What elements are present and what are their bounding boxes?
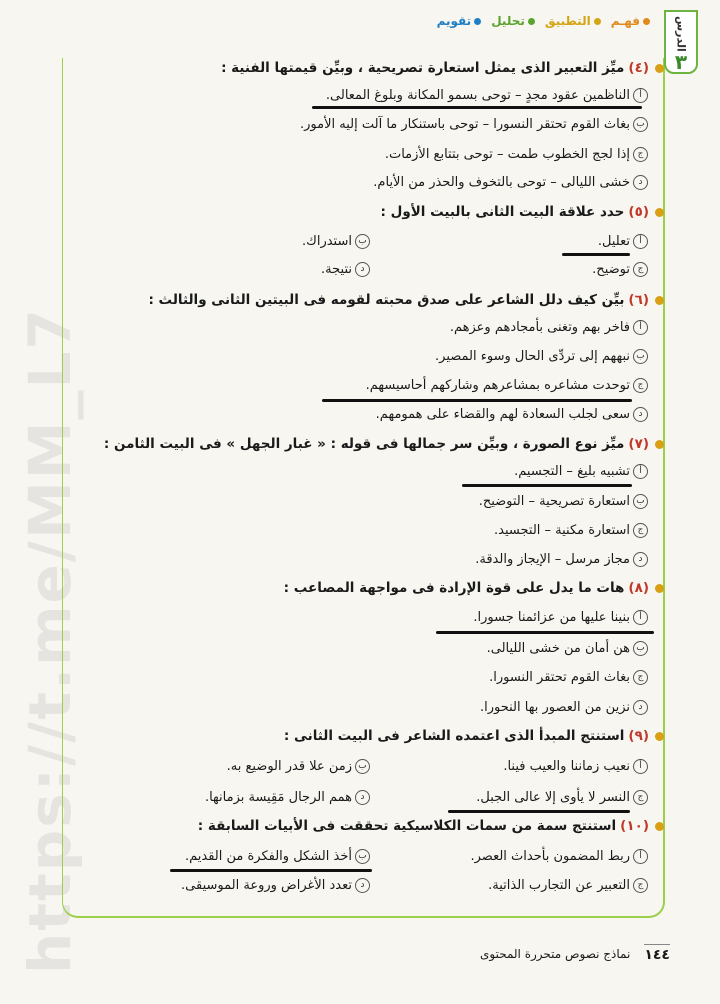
q8-option-d[interactable]: د نزين من العصور بها النحورا. — [480, 700, 648, 715]
q9-option-b[interactable]: ب زمن علا قدر الوضيع به. — [227, 759, 370, 774]
question-8: (٨) هات ما يدل على قوة الإرادة فى مواجهة المصاعب : — [284, 580, 664, 596]
q4-option-b[interactable]: ب بغاث القوم تحتقر النسورا – توحى باستنكار ما آلت إليه الأمور. — [300, 117, 648, 132]
q9-option-c[interactable]: ج النسر لا يأوى إلا عالى الجبل. — [476, 790, 648, 805]
watermark: https://t.me/MM_L7 — [16, 307, 84, 974]
q9-option-d[interactable]: د همم الرجال مَقِيسة بزمانها. — [205, 790, 370, 805]
nav-understand: فهـم — [611, 14, 650, 28]
q4-option-a[interactable]: أ الناظمين عقود مجدٍ – توحى بسمو المكانة وبلوغ المعالى. — [326, 88, 648, 103]
lesson-number: ٣ — [674, 49, 688, 74]
q9-option-a[interactable]: أ نعيب زماننا والعيب فينا. — [503, 759, 648, 774]
q10-option-b[interactable]: ب أخذ الشكل والفكرة من القديم. — [185, 849, 370, 864]
nav-apply: التطبيق — [545, 14, 601, 28]
q8-option-a[interactable]: أ بنينا عليها من عزائمنا جسورا. — [473, 610, 648, 625]
question-4: (٤) ميِّز التعبير الذى يمثل استعارة تصريحية ، وبيِّن قيمتها الفنية : — [221, 60, 664, 76]
answer-underline — [462, 484, 632, 487]
q6-option-b[interactable]: ب نبههم إلى تردِّى الحال وسوء المصير. — [435, 349, 648, 364]
q10-option-a[interactable]: أ ربط المضمون بأحداث العصر. — [471, 849, 649, 864]
nav-analyze: تحليل — [491, 14, 535, 28]
answer-underline — [436, 631, 654, 634]
q8-option-c[interactable]: ج بغاث القوم تحتقر النسورا. — [489, 670, 648, 685]
lesson-label: الدرس — [674, 16, 688, 52]
q5-option-c[interactable]: ج توضيح. — [592, 262, 648, 277]
page-footer — [480, 944, 670, 963]
answer-underline — [322, 399, 632, 402]
q5-option-a[interactable]: أ تعليل. — [598, 234, 648, 249]
q7-option-c[interactable]: ج استعارة مكنية – التجسيد. — [494, 523, 648, 538]
q5-option-d[interactable]: د نتيجة. — [321, 262, 370, 277]
answer-underline — [312, 106, 642, 109]
answer-underline — [170, 869, 372, 872]
q7-option-a[interactable]: أ تشبيه بليغ – التجسيم. — [514, 464, 648, 479]
q4-option-c[interactable]: ج إذا لجج الخطوب طمت – توحى بتتابع الأزمات. — [385, 147, 648, 162]
page-number: ١٤٤ — [644, 944, 670, 963]
q6-option-c[interactable]: ج توحدت مشاعره بمشاعرهم وشاركهم أحاسيسهم. — [366, 378, 648, 393]
question-9: (٩) استنتج المبدأ الذى اعتمده الشاعر فى البيت الثانى : — [284, 728, 664, 744]
q6-option-d[interactable]: د سعى لجلب السعادة لهم والقضاء على همومهم. — [376, 407, 648, 422]
q7-option-d[interactable]: د مجاز مرسل – الإيجاز والدقة. — [475, 552, 648, 567]
question-10: (١٠) استنتج سمة من سمات الكلاسيكية تحققت فى الأبيات السابقة : — [198, 818, 664, 834]
q10-option-c[interactable]: ج التعبير عن التجارب الذاتية. — [488, 878, 648, 893]
q7-option-b[interactable]: ب استعارة تصريحية – التوضيح. — [479, 494, 648, 509]
answer-underline — [562, 253, 630, 256]
q5-option-b[interactable]: ب استدراك. — [302, 234, 370, 249]
question-5: (٥) حدد علاقة البيت الثانى بالبيت الأول : — [381, 204, 664, 220]
answer-underline — [448, 810, 630, 813]
nav-evaluate: تقويم — [437, 14, 482, 28]
q8-option-b[interactable]: ب هن أمان من خشى الليالى. — [487, 641, 648, 656]
q10-option-d[interactable]: د تعدد الأغراض وروعة الموسيقى. — [181, 878, 370, 893]
q6-option-a[interactable]: أ فاخر بهم وتغنى بأمجادهم وعزهم. — [450, 320, 648, 335]
book-title: نماذج نصوص متحررة المحتوى — [480, 946, 631, 961]
question-7: (٧) ميِّز نوع الصورة ، وبيِّن سر جمالها فى قوله : « غبار الجهل » فى البيت الثامن : — [104, 436, 664, 452]
question-6: (٦) بيِّن كيف دلل الشاعر على صدق محبته لقومه فى البيتين الثانى والثالث : — [148, 292, 664, 308]
q4-option-d[interactable]: د خشى الليالى – توحى بالتخوف والحذر من الأيام. — [373, 175, 648, 190]
